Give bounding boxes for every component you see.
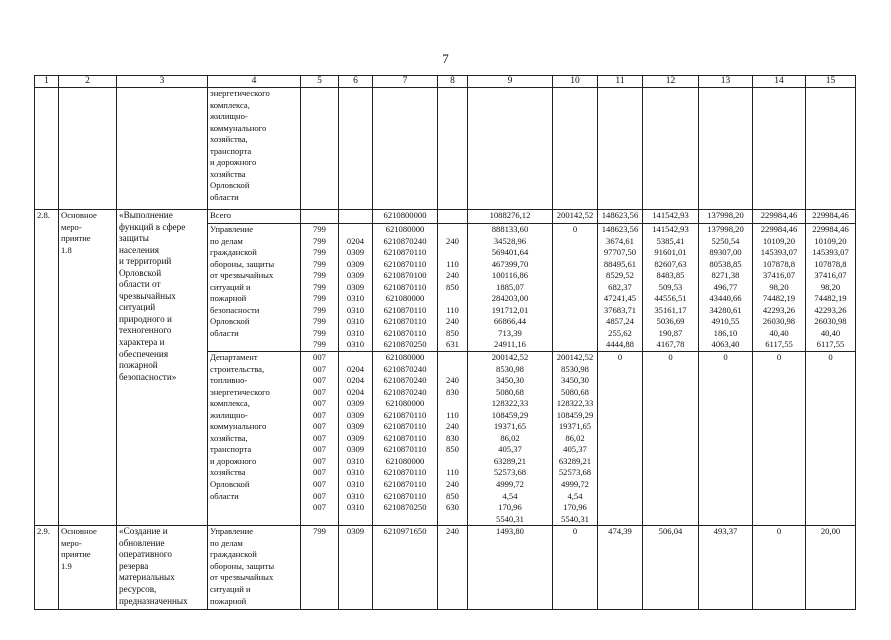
header-cell: 4 [208,76,301,88]
executor-continued: энергетического комплекса, жилищно- коммунального хозяйства, транспорта и дорожного хозяйства Орловской области [208,88,301,210]
table-row-2-8-total: 2.8. Основное меро- приятие 1.8 «Выполнение функций в сфере защиты населения и территорий Орловской области от чрезвычайных ситуаций природного и техногенного характера и обеспечения пожарной безопасности» Всего 6210800000 1088276,12 200142,52 148623,56 141542,93 137998,20 229984,46 229984,46 [35,210,856,224]
header-cell: 2 [59,76,117,88]
header-cell: 8 [438,76,468,88]
measure-title: «Создание и обновление оперативного резерва материальных ресурсов, предназначенных [117,526,208,610]
row-number: 2.9. [35,526,59,610]
table-row-2-8-construction: Департамент строительства, топливно- энергетического комплекса, жилищно- коммунального хозяйства, транспорта и дорожного хозяйства Орловской области 007 007 007 007 007 007 007 007 007 007 007 007 007 007 0204 0204 0204 0309 0309 0309 0309 0309 0310 0310 0310 0310 0310 621080000 6210870240 6210870240 6210870240 621080000 6210870110 6210870110 6210870110 6210870110 621080000 6210870110 6210870110 6210870110 6210870250 240 830 110 240 830 850 110 240 850 630 200142,52 8530,98 3450,30 5080,68 128322,33 108459,29 19371,65 86,02 405,37 63289,21 52573,68 4999,72 4,54 170,96 5540,31 200142,52 8530,98 3450,30 5080,68 128322,33 108459,29 19371,65 86,02 405,37 63289,21 52573,68 4999,72 4,54 170,96 5540,31 0 0 0 0 0 [35,352,856,526]
header-cell: 7 [373,76,438,88]
measure-title: «Выполнение функций в сфере защиты населения и территорий Орловской области от чрезвычайных ситуаций природного и техногенного характера и обеспечения пожарной безопасности» [117,210,208,526]
header-cell: 3 [117,76,208,88]
header-cell: 10 [553,76,598,88]
header-cell: 1 [35,76,59,88]
header-cell: 6 [339,76,373,88]
header-cell: 11 [598,76,643,88]
header-cell: 12 [643,76,699,88]
header-cell: 13 [699,76,753,88]
measure-type: Основное меро- приятие 1.9 [59,526,117,610]
total-kbk: 6210800000 [373,210,438,224]
measure-type: Основное меро- приятие 1.8 [59,210,117,526]
executor-label: Управление по делам гражданской обороны, защиты от чрезвычайных ситуаций и пожарной [208,526,301,610]
budget-table [34,75,856,610]
header-cell: 14 [753,76,806,88]
row-number: 2.8. [35,210,59,526]
total-label: Всего [208,210,301,224]
total-amount: 1088276,12 [468,210,553,224]
header-cell: 9 [468,76,553,88]
table-row-2-8-civil-defense: Управление по делам гражданской обороны, защиты от чрезвычайных ситуаций и пожарной безопасности Орловской области 799 799 799 799 799 799 799 799 799 799 799 0204 0309 0309 0309 0309 0310 0310 0310 0310 0310 621080000 6210870240 6210870110 6210870110 6210870100 6210870110 621080000 6210870110 6210870110 6210870110 6210870250 240 110 240 850 110 240 850 631 888133,60 34528,96 569401,64 467399,70 100116,86 1885,07 284203,00 191712,01 66866,44 713,39 24911,16 0 148623,56 3674,61 97707,50 88495,61 8529,52 682,37 47241,45 37683,71 4857,24 255,62 4444,88 141542,93 5385,41 91601,01 82607,63 8483,85 509,53 44556,51 35161,17 5036,69 190,87 4167,78 137998,20 5250,54 89307,00 80538,85 8271,38 496,77 43440,66 34280,61 4910,55 186,10 4063,40 229984,46 10109,20 145393,07 107878,8 37416,07 98,20 74482,19 42293,26 26030,98 40,40 6117,55 229984,46 10109,20 145393,07 107878,8 37416,07 98,20 74482,19 42293,26 26030,98 40,40 6117,55 [35,224,856,352]
header-cell: 5 [301,76,339,88]
table-row-2-9: 2.9. Основное меро- приятие 1.9 «Создание и обновление оперативного резерва материальных ресурсов, предназначенных Управление по делам гражданской обороны, защиты от чрезвычайных ситуаций и пожарной 799 0309 6210971650 240 1493,80 0 474,39 506,04 493,37 0 20,00 [35,526,856,610]
executor-label: Управление по делам гражданской обороны, защиты от чрезвычайных ситуаций и пожарной безопасности Орловской области [208,224,301,352]
table-row-continued [35,88,856,210]
header-row [35,76,856,88]
page-number: 7 [442,51,449,66]
executor-label: Департамент строительства, топливно- энергетического комплекса, жилищно- коммунального хозяйства, транспорта и дорожного хозяйства Орловской области [208,352,301,526]
header-cell: 15 [806,76,856,88]
